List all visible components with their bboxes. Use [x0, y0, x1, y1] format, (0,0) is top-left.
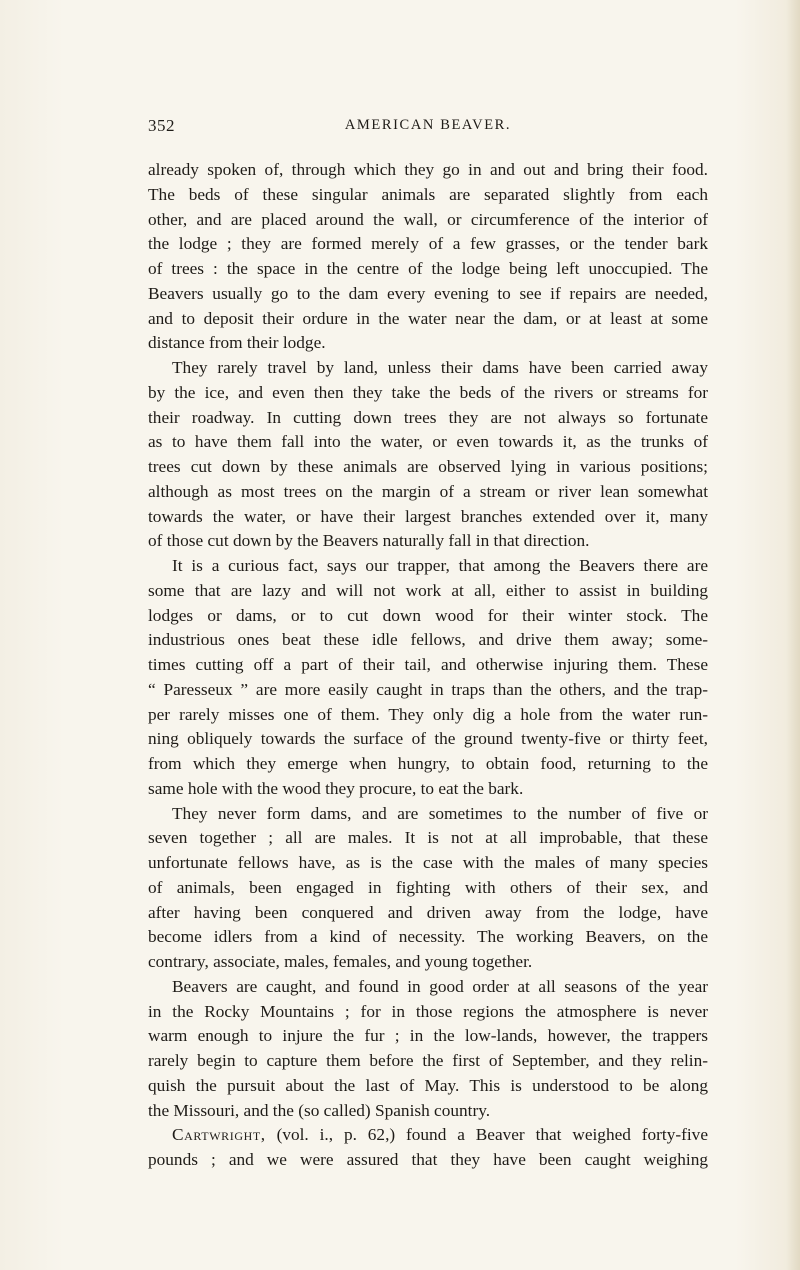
- text-line: They rarely travel by land, unless their dams have been carried away: [172, 358, 708, 377]
- text-line: already spoken of, through which they go in and out and bring their food.: [148, 160, 708, 179]
- paragraph: [148, 1123, 708, 1173]
- paragraph: [148, 975, 708, 1124]
- paragraph: [148, 158, 708, 356]
- text-line: They never form dams, and are sometimes to the number of five or: [172, 803, 708, 823]
- text-line: become idlers from a kind of necessity. The working Beavers, on the: [148, 927, 708, 947]
- text-line: of trees : the space in the centre of the lodge being left unoccupied. The: [148, 259, 708, 278]
- text-line: in the Rocky Mountains ; for in those regions the atmosphere is never: [148, 1001, 708, 1021]
- text-line: although as most trees on the margin of a stream or river lean somewhat: [148, 481, 708, 501]
- text-line: ning obliquely towards the surface of the ground twenty-five or thirty feet,: [148, 729, 708, 749]
- text-line: the lodge ; they are formed merely of a few grasses, or the tender bark: [148, 234, 708, 254]
- text-line: pounds ; and we were assured that they have been caught weighing: [148, 1150, 708, 1169]
- paragraph: [148, 802, 708, 975]
- text-line: by the ice, and even then they take the beds of the rivers or streams for: [148, 382, 708, 402]
- paragraph: [148, 356, 708, 554]
- text-line: industrious ones beat these idle fellows, and drive them away; some-: [148, 630, 708, 650]
- text-line: The beds of these singular animals are separated slightly from each: [148, 184, 708, 204]
- text-line: and to deposit their ordure in the water near the dam, or at least at some: [148, 308, 708, 328]
- text-line: of those cut down by the Beavers naturally fall in that direction.: [148, 531, 590, 551]
- author-name: Cartwright,: [172, 1125, 266, 1145]
- paragraph: [148, 554, 708, 802]
- text-line: contrary, associate, males, females, and young together.: [148, 952, 533, 971]
- text-line: some that are lazy and will not work at all, either to assist in building: [148, 580, 708, 600]
- text-line: quish the pursuit about the last of May. This is understood to be along: [148, 1075, 708, 1095]
- text-line: per rarely misses one of them. They only dig a hole from the water run-: [148, 704, 708, 724]
- text-line-rest: (vol. i., p. 62,) found a Beaver that weighed forty-five: [265, 1125, 708, 1145]
- running-head: AMERICAN BEAVER.: [344, 117, 512, 133]
- text-line: rarely begin to capture them before the first of September, and they relin-: [148, 1051, 708, 1070]
- text-line: unfortunate fellows have, as is the case with the males of many species: [148, 853, 708, 872]
- text-line: Beavers usually go to the dam every evening to see if repairs are needed,: [148, 283, 708, 303]
- body-text: [148, 158, 708, 1173]
- text-line: times cutting off a part of their tail, and otherwise injuring them. These: [148, 655, 708, 674]
- text-line: from which they emerge when hungry, to obtain food, returning to the: [148, 754, 708, 773]
- text-line: after having been conquered and driven away from the lodge, have: [148, 902, 708, 922]
- text-line: as to have them fall into the water, or even towards it, as the trunks of: [148, 432, 708, 452]
- page-number: 352: [148, 116, 175, 135]
- text-line: It is a curious fact, says our trapper, that among the Beavers there are: [172, 556, 708, 575]
- text-line: other, and are placed around the wall, or circumference of the interior of: [148, 209, 708, 229]
- text-line: “ Paresseux ” are more easily caught in traps than the others, and the trap-: [148, 679, 708, 699]
- text-line: [148, 1123, 708, 1148]
- text-line: lodges or dams, or to cut down wood for their winter stock. The: [148, 605, 708, 625]
- page-header: [148, 116, 708, 142]
- text-line: same hole with the wood they procure, to eat the bark.: [148, 778, 524, 798]
- text-line: of animals, been engaged in fighting with others of their sex, and: [148, 877, 708, 897]
- text-line: seven together ; all are males. It is not at all improbable, that these: [148, 828, 708, 848]
- text-line: their roadway. In cutting down trees they are not always so fortunate: [148, 407, 708, 427]
- text-line: warm enough to injure the fur ; in the low-lands, however, the trappers: [148, 1026, 708, 1046]
- text-line: trees cut down by these animals are observed lying in various positions;: [148, 457, 708, 476]
- text-line: towards the water, or have their largest branches extended over it, many: [148, 506, 708, 526]
- text-line: the Missouri, and the (so called) Spanish country.: [148, 1100, 491, 1120]
- text-line: Beavers are caught, and found in good order at all seasons of the year: [172, 976, 708, 996]
- text-line: distance from their lodge.: [148, 333, 326, 353]
- page-edge-shadow: [786, 0, 800, 1270]
